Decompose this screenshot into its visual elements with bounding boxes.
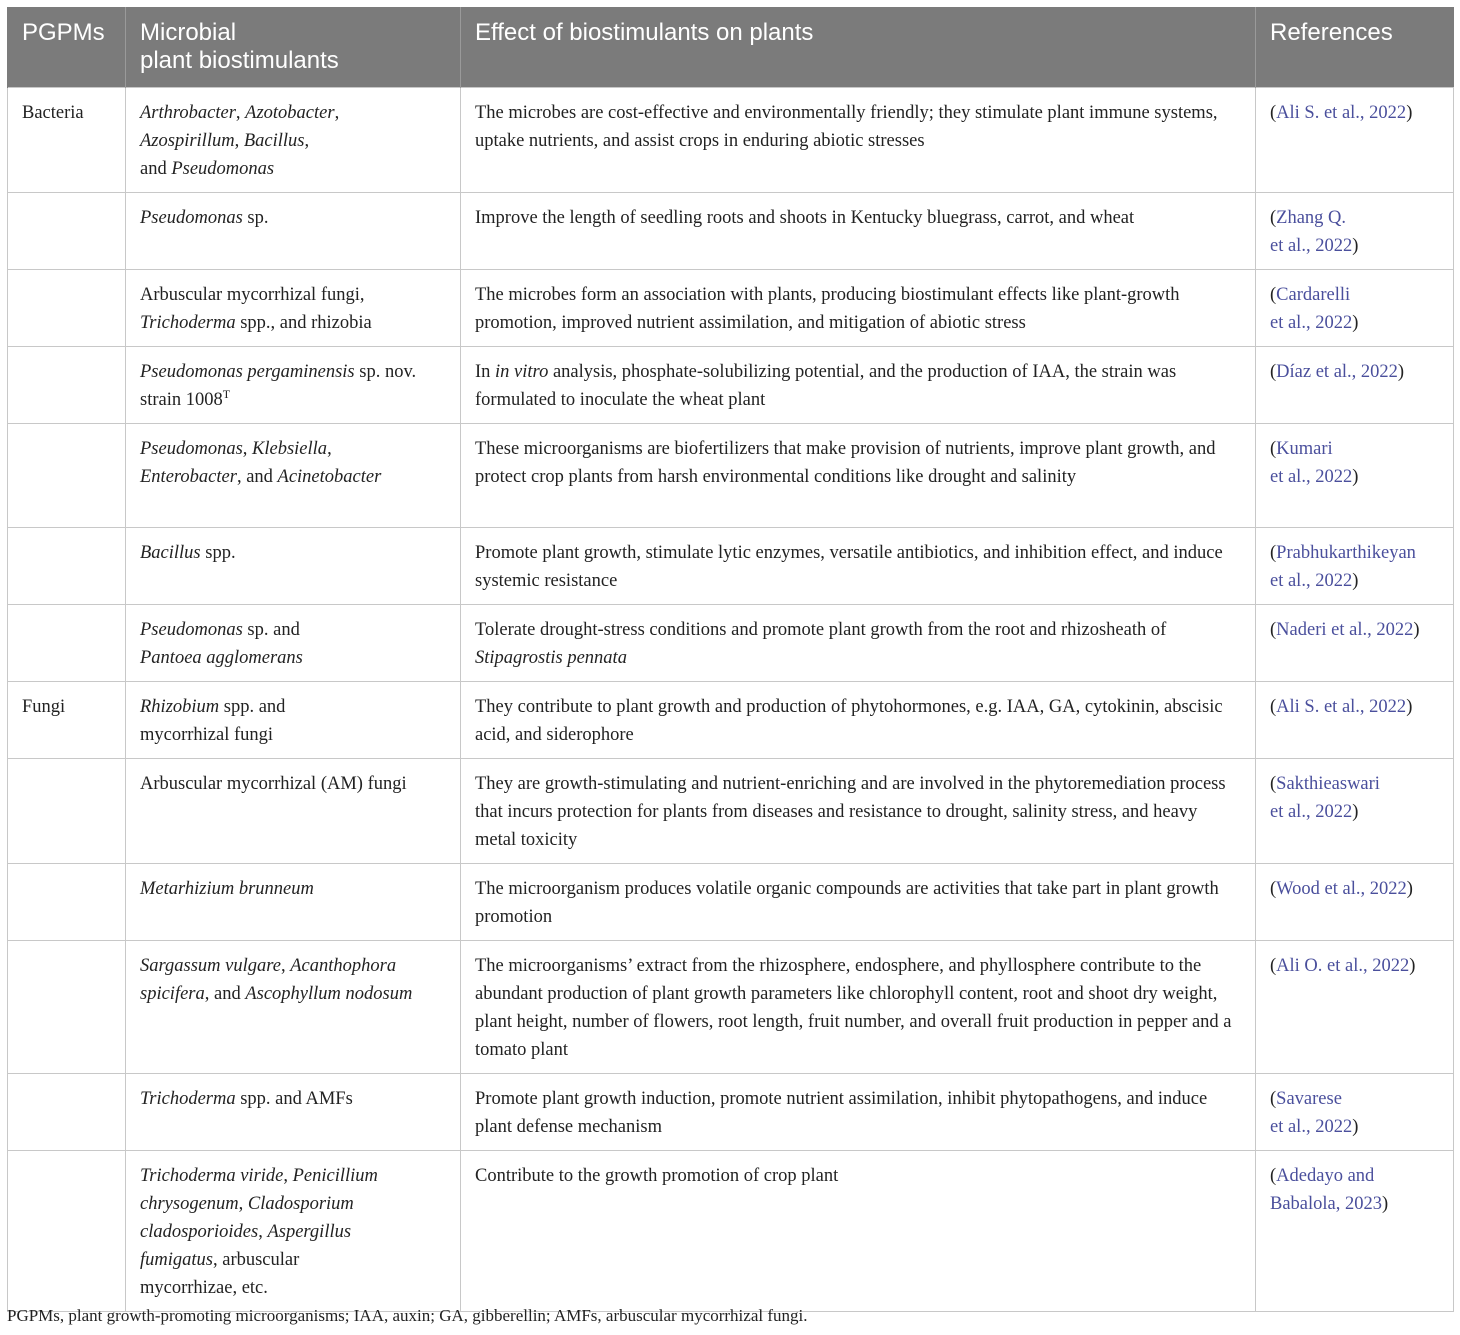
header-microbial-biostimulants [126, 7, 461, 88]
microbe-cell: Pseudomonas sp. [126, 193, 461, 270]
effect-cell: These microorganisms are biofertilizers that make provision of nutrients, improve plant growth, and protect crop plants from harsh environmental conditions like drought and salinity [461, 424, 1256, 528]
reference-cell[interactable]: (Wood et al., 2022) [1256, 864, 1454, 941]
effect-cell: The microorganism produces volatile organic compounds are activities that take part in plant growth promotion [461, 864, 1256, 941]
reference-cell[interactable]: (Kumari et al., 2022) [1256, 424, 1454, 528]
microbe-cell: Arthrobacter, Azotobacter, Azospirillum, Bacillus, and Pseudomonas [126, 88, 461, 193]
reference-cell[interactable]: (Sakthieaswari et al., 2022) [1256, 759, 1454, 864]
reference-cell[interactable]: (Ali S. et al., 2022) [1256, 88, 1454, 193]
reference-cell[interactable]: (Savarese et al., 2022) [1256, 1074, 1454, 1151]
group-cell: Bacteria [8, 88, 126, 193]
table-row [8, 941, 1454, 1074]
reference-cell[interactable]: (Zhang Q. et al., 2022) [1256, 193, 1454, 270]
reference-cell[interactable]: (Naderi et al., 2022) [1256, 605, 1454, 682]
group-cell [8, 347, 126, 424]
microbe-cell: Arbuscular mycorrhizal fungi, Trichoderma spp., and rhizobia [126, 270, 461, 347]
microbe-cell: Metarhizium brunneum [126, 864, 461, 941]
effect-cell: They are growth-stimulating and nutrient-enriching and are involved in the phytoremediation process that incurs protection for plants from diseases and resistance to drought, salinity stress, and heavy metal toxicity [461, 759, 1256, 864]
group-cell [8, 605, 126, 682]
header-microbial-line1: Microbial [140, 19, 237, 46]
effect-cell: In in vitro analysis, phosphate-solubilizing potential, and the production of IAA, the strain was formulated to inoculate the wheat plant [461, 347, 1256, 424]
table-row [8, 864, 1454, 941]
reference-cell[interactable]: (Prabhukarthikeyan et al., 2022) [1256, 528, 1454, 605]
group-cell [8, 424, 126, 528]
effect-cell: Tolerate drought-stress conditions and promote plant growth from the root and rhizosheath of Stipagrostis pennata [461, 605, 1256, 682]
table-row [8, 88, 1454, 193]
header-references: References [1256, 7, 1454, 88]
group-cell [8, 759, 126, 864]
effect-cell: The microorganisms’ extract from the rhizosphere, endosphere, and phyllosphere contribute to the abundant production of plant growth parameters like chlorophyll content, root and shoot dry weight, plant height, number of flowers, root length, fruit number, and overall fruit production in pepper and a tomato plant [461, 941, 1256, 1074]
table-row [8, 193, 1454, 270]
microbe-cell: Trichoderma viride, Penicillium chrysogenum, Cladosporium cladosporioides, Aspergillus fumigatus, arbuscular mycorrhizae, etc. [126, 1151, 461, 1312]
table-row [8, 759, 1454, 864]
effect-cell: Promote plant growth, stimulate lytic enzymes, versatile antibiotics, and inhibition effect, and induce systemic resistance [461, 528, 1256, 605]
effect-cell: Contribute to the growth promotion of crop plant [461, 1151, 1256, 1312]
group-cell [8, 528, 126, 605]
header-effect: Effect of biostimulants on plants [461, 7, 1256, 88]
group-cell [8, 941, 126, 1074]
table-row [8, 528, 1454, 605]
table-header [8, 7, 1454, 88]
group-cell [8, 193, 126, 270]
table-row [8, 682, 1454, 759]
reference-cell[interactable]: (Díaz et al., 2022) [1256, 347, 1454, 424]
header-microbial-line2: plant biostimulants [140, 47, 339, 74]
group-cell [8, 270, 126, 347]
table-row [8, 1074, 1454, 1151]
microbe-cell: Trichoderma spp. and AMFs [126, 1074, 461, 1151]
group-cell [8, 1074, 126, 1151]
table-body [8, 88, 1454, 1312]
group-cell: Fungi [8, 682, 126, 759]
microbe-cell: Sargassum vulgare, Acanthophora spicifera, and Ascophyllum nodosum [126, 941, 461, 1074]
microbe-cell: Bacillus spp. [126, 528, 461, 605]
reference-cell[interactable]: (Ali O. et al., 2022) [1256, 941, 1454, 1074]
microbe-cell: Arbuscular mycorrhizal (AM) fungi [126, 759, 461, 864]
effect-cell: Promote plant growth induction, promote nutrient assimilation, inhibit phytopathogens, and induce plant defense mechanism [461, 1074, 1256, 1151]
table-row [8, 270, 1454, 347]
data-table [7, 7, 1454, 1312]
microbe-cell: Rhizobium spp. and mycorrhizal fungi [126, 682, 461, 759]
table-row [8, 424, 1454, 528]
table-row [8, 605, 1454, 682]
header-pgpms: PGPMs [8, 7, 126, 88]
microbe-cell: Pseudomonas sp. and Pantoea agglomerans [126, 605, 461, 682]
microbe-cell: Pseudomonas, Klebsiella, Enterobacter, and Acinetobacter [126, 424, 461, 528]
group-cell [8, 1151, 126, 1312]
effect-cell: The microbes are cost-effective and environmentally friendly; they stimulate plant immune systems, uptake nutrients, and assist crops in enduring abiotic stresses [461, 88, 1256, 193]
group-cell [8, 864, 126, 941]
table-row [8, 1151, 1454, 1312]
table-footnote: PGPMs, plant growth-promoting microorganisms; IAA, auxin; GA, gibberellin; AMFs, arbuscular mycorrhizal fungi. [7, 1306, 808, 1325]
effect-cell: The microbes form an association with plants, producing biostimulant effects like plant-growth promotion, improved nutrient assimilation, and mitigation of abiotic stress [461, 270, 1256, 347]
effect-cell: Improve the length of seedling roots and shoots in Kentucky bluegrass, carrot, and wheat [461, 193, 1256, 270]
table-row [8, 347, 1454, 424]
reference-cell[interactable]: (Adedayo and Babalola, 2023) [1256, 1151, 1454, 1312]
reference-cell[interactable]: (Ali S. et al., 2022) [1256, 682, 1454, 759]
effect-cell: They contribute to plant growth and production of phytohormones, e.g. IAA, GA, cytokinin, abscisic acid, and siderophore [461, 682, 1256, 759]
reference-cell[interactable]: (Cardarelli et al., 2022) [1256, 270, 1454, 347]
microbe-cell: Pseudomonas pergaminensis sp. nov. strain $1008^T$ [126, 347, 461, 424]
